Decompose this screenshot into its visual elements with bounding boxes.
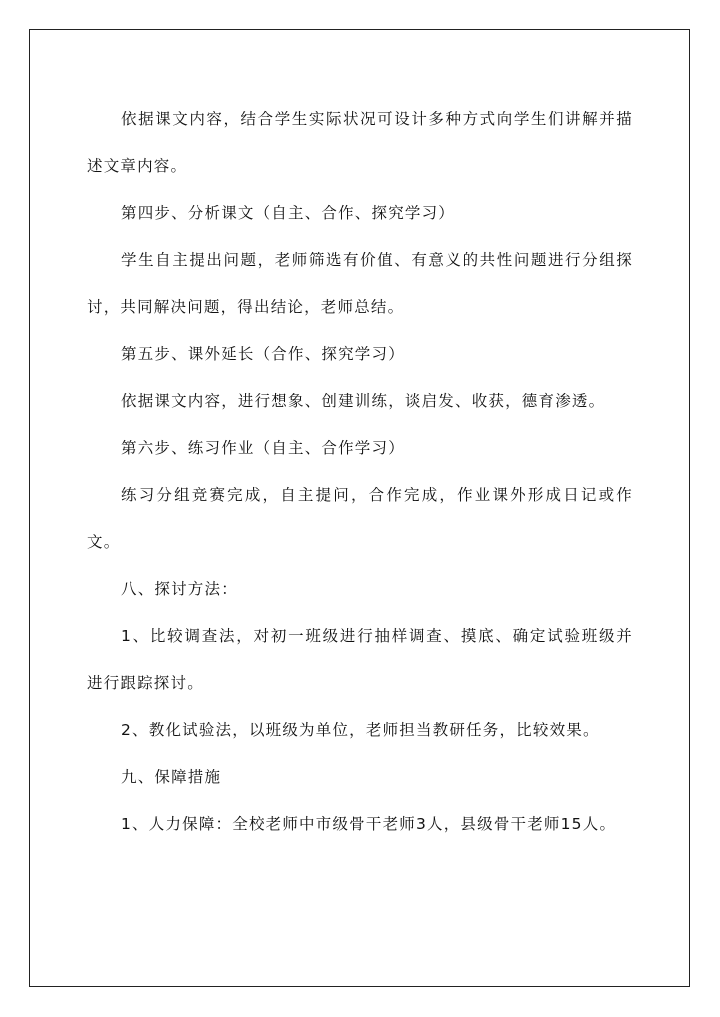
paragraph: 练习分组竞赛完成，自主提问，合作完成，作业课外形成日记或作文。 xyxy=(87,486,633,551)
section-heading: 第六步、练习作业（自主、合作学习） xyxy=(121,439,405,457)
section-heading: 九、保障措施 xyxy=(121,768,222,786)
paragraph: 依据课文内容，结合学生实际状况可设计多种方式向学生们讲解并描述文章内容。 xyxy=(87,110,633,175)
document-body xyxy=(87,96,633,848)
paragraph: 学生自主提出问题，老师筛选有价值、有意义的共性问题进行分组探讨，共同解决问题，得出结论，老师总结。 xyxy=(87,251,633,316)
section-heading: 八、探讨方法： xyxy=(121,580,238,598)
list-item: 2、教化试验法，以班级为单位，老师担当教研任务，比较效果。 xyxy=(121,721,600,739)
list-item: 1、比较调查法，对初一班级进行抽样调查、摸底、确定试验班级并进行跟踪探讨。 xyxy=(87,627,633,692)
section-heading: 第五步、课外延长（合作、探究学习） xyxy=(121,345,405,363)
section-heading: 第四步、分析课文（自主、合作、探究学习） xyxy=(121,204,456,222)
list-item: 1、人力保障：全校老师中市级骨干老师3人，县级骨干老师15人。 xyxy=(121,815,617,833)
paragraph: 依据课文内容，进行想象、创建训练，谈启发、收获，德育渗透。 xyxy=(121,392,606,410)
